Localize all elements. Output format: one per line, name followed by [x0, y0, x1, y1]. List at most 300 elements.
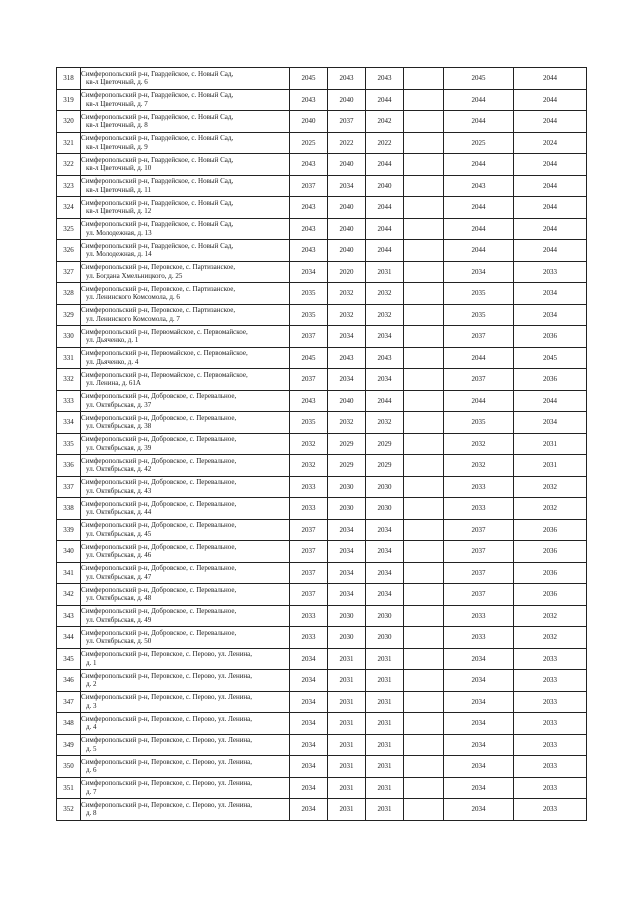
address-line-2: ул. Октябрьская, д. 46: [86, 551, 152, 560]
year-col-3: 2044: [366, 390, 404, 412]
address-cell: [81, 691, 290, 713]
year-col-4: 2033: [444, 498, 514, 520]
year-col-3: 2029: [366, 455, 404, 477]
year-col-1: 2034: [290, 799, 328, 821]
year-col-3: 2030: [366, 605, 404, 627]
table-row: [57, 777, 587, 799]
year-col-1: 2035: [290, 304, 328, 326]
address-line-2: кв-л Цветочный, д. 12: [86, 207, 152, 216]
address-cell: [81, 326, 290, 348]
year-col-4: 2037: [444, 519, 514, 541]
year-col-2: 2040: [328, 390, 366, 412]
empty-col: [404, 154, 444, 176]
year-col-4: 2037: [444, 562, 514, 584]
year-col-2: 2030: [328, 476, 366, 498]
address-line-2: кв-л Цветочный, д. 11: [86, 185, 152, 194]
year-col-1: 2037: [290, 175, 328, 197]
year-col-4: 2032: [444, 455, 514, 477]
year-col-5: 2044: [514, 240, 587, 262]
address-cell: [81, 476, 290, 498]
year-col-5: 2036: [514, 519, 587, 541]
year-col-1: 2034: [290, 670, 328, 692]
year-col-3: 2044: [366, 89, 404, 111]
row-number: 331: [57, 347, 81, 369]
empty-col: [404, 562, 444, 584]
year-col-2: 2040: [328, 154, 366, 176]
year-col-5: 2036: [514, 326, 587, 348]
year-col-5: 2033: [514, 670, 587, 692]
year-col-5: 2036: [514, 562, 587, 584]
address-line-1: Симферопольский р-н, Гвардейское, с. Новый Сад,: [81, 177, 234, 186]
year-col-2: 2031: [328, 670, 366, 692]
table-row: [57, 541, 587, 563]
address-cell: [81, 455, 290, 477]
address-line-1: Симферопольский р-н, Добровское, с. Перевальное,: [81, 521, 237, 530]
year-col-1: 2035: [290, 412, 328, 434]
address-line-1: Симферопольский р-н, Перовское, с. Перово, ул. Ленина,: [81, 650, 253, 659]
address-line-1: Симферопольский р-н, Перовское, с. Партизанское,: [81, 263, 236, 272]
address-line-1: Симферопольский р-н, Перовское, с. Перово, ул. Ленина,: [81, 671, 253, 680]
table-row: [57, 605, 587, 627]
address-line-2: ул. Ленинского Комсомола, д. 7: [86, 314, 180, 323]
year-col-3: 2031: [366, 713, 404, 735]
table-row: [57, 498, 587, 520]
address-cell: [81, 390, 290, 412]
year-col-5: 2036: [514, 369, 587, 391]
address-cell: [81, 304, 290, 326]
address-line-2: ул. Октябрьская, д. 44: [86, 508, 152, 517]
address-line-2: кв-л Цветочный, д. 8: [86, 121, 148, 130]
empty-col: [404, 261, 444, 283]
year-col-4: 2034: [444, 777, 514, 799]
row-number: 319: [57, 89, 81, 111]
year-col-4: 2044: [444, 111, 514, 133]
address-line-1: Симферопольский р-н, Добровское, с. Перевальное,: [81, 542, 237, 551]
year-col-4: 2037: [444, 369, 514, 391]
year-col-1: 2043: [290, 197, 328, 219]
address-line-1: Симферопольский р-н, Первомайское, с. Первомайское,: [81, 349, 248, 358]
address-cell: [81, 498, 290, 520]
address-line-1: Симферопольский р-н, Добровское, с. Перевальное,: [81, 499, 237, 508]
address-line-2: д. 2: [86, 680, 97, 689]
address-line-2: д. 5: [86, 744, 97, 753]
address-line-2: ул. Дьяченко, д. 4: [86, 357, 139, 366]
empty-col: [404, 519, 444, 541]
year-col-5: 2034: [514, 304, 587, 326]
table-row: [57, 627, 587, 649]
year-col-3: 2043: [366, 347, 404, 369]
address-cell: [81, 777, 290, 799]
year-col-2: 2031: [328, 648, 366, 670]
empty-col: [404, 197, 444, 219]
table-row: [57, 326, 587, 348]
year-col-4: 2034: [444, 261, 514, 283]
year-col-2: 2040: [328, 197, 366, 219]
year-col-5: 2044: [514, 197, 587, 219]
address-cell: [81, 197, 290, 219]
address-cell: [81, 670, 290, 692]
empty-col: [404, 734, 444, 756]
empty-col: [404, 476, 444, 498]
year-col-5: 2044: [514, 175, 587, 197]
table-row: [57, 519, 587, 541]
address-line-2: д. 6: [86, 766, 97, 775]
year-col-1: 2033: [290, 476, 328, 498]
year-col-2: 2034: [328, 369, 366, 391]
year-col-5: 2033: [514, 648, 587, 670]
row-number: 336: [57, 455, 81, 477]
year-col-2: 2022: [328, 132, 366, 154]
year-col-3: 2031: [366, 777, 404, 799]
address-cell: [81, 175, 290, 197]
row-number: 322: [57, 154, 81, 176]
empty-col: [404, 326, 444, 348]
address-line-2: ул. Октябрьская, д. 37: [86, 400, 152, 409]
year-col-1: 2037: [290, 562, 328, 584]
address-cell: [81, 627, 290, 649]
empty-col: [404, 111, 444, 133]
year-col-1: 2034: [290, 734, 328, 756]
empty-col: [404, 541, 444, 563]
address-line-2: ул. Октябрьская, д. 48: [86, 594, 152, 603]
address-line-1: Симферопольский р-н, Перовское, с. Перово, ул. Ленина,: [81, 693, 253, 702]
year-col-2: 2034: [328, 519, 366, 541]
year-col-2: 2037: [328, 111, 366, 133]
year-col-3: 2044: [366, 197, 404, 219]
year-col-3: 2032: [366, 412, 404, 434]
row-number: 329: [57, 304, 81, 326]
year-col-4: 2033: [444, 476, 514, 498]
year-col-3: 2034: [366, 584, 404, 606]
year-col-1: 2034: [290, 261, 328, 283]
year-col-4: 2044: [444, 347, 514, 369]
year-col-2: 2034: [328, 541, 366, 563]
year-col-5: 2033: [514, 799, 587, 821]
address-line-1: Симферопольский р-н, Перовское, с. Партизанское,: [81, 284, 236, 293]
year-col-4: 2044: [444, 240, 514, 262]
year-col-1: 2032: [290, 455, 328, 477]
year-col-5: 2032: [514, 498, 587, 520]
address-line-1: Симферопольский р-н, Перовское, с. Перово, ул. Ленина,: [81, 779, 253, 788]
year-col-4: 2033: [444, 627, 514, 649]
year-col-1: 2043: [290, 218, 328, 240]
table-row: [57, 455, 587, 477]
empty-col: [404, 691, 444, 713]
empty-col: [404, 670, 444, 692]
year-col-5: 2031: [514, 433, 587, 455]
year-col-2: 2031: [328, 713, 366, 735]
year-col-2: 2030: [328, 605, 366, 627]
year-col-4: 2044: [444, 218, 514, 240]
address-line-1: Симферопольский р-н, Перовское, с. Перово, ул. Ленина,: [81, 757, 253, 766]
address-cell: [81, 562, 290, 584]
table-row: [57, 68, 587, 90]
year-col-3: 2031: [366, 799, 404, 821]
table-row: [57, 562, 587, 584]
empty-col: [404, 799, 444, 821]
address-line-2: ул. Октябрьская, д. 38: [86, 422, 152, 431]
address-cell: [81, 240, 290, 262]
year-col-4: 2034: [444, 713, 514, 735]
year-col-3: 2030: [366, 627, 404, 649]
address-cell: [81, 154, 290, 176]
year-col-4: 2045: [444, 68, 514, 90]
row-number: 333: [57, 390, 81, 412]
year-col-4: 2044: [444, 197, 514, 219]
year-col-5: 2024: [514, 132, 587, 154]
address-line-2: ул. Дьяченко, д. 1: [86, 336, 139, 345]
table-row: [57, 197, 587, 219]
table-row: [57, 799, 587, 821]
row-number: 349: [57, 734, 81, 756]
year-col-5: 2036: [514, 584, 587, 606]
address-cell: [81, 412, 290, 434]
year-col-1: 2043: [290, 240, 328, 262]
table-body: [57, 68, 587, 821]
address-cell: [81, 132, 290, 154]
year-col-1: 2033: [290, 627, 328, 649]
table-row: [57, 347, 587, 369]
year-col-2: 2040: [328, 240, 366, 262]
year-col-3: 2032: [366, 304, 404, 326]
empty-col: [404, 498, 444, 520]
empty-col: [404, 455, 444, 477]
year-col-4: 2034: [444, 799, 514, 821]
row-number: 325: [57, 218, 81, 240]
year-col-1: 2037: [290, 541, 328, 563]
address-line-1: Симферопольский р-н, Гвардейское, с. Новый Сад,: [81, 112, 234, 121]
table-row: [57, 670, 587, 692]
year-col-4: 2034: [444, 691, 514, 713]
year-col-2: 2029: [328, 455, 366, 477]
year-col-2: 2031: [328, 734, 366, 756]
year-col-5: 2032: [514, 627, 587, 649]
address-line-2: кв-л Цветочный, д. 7: [86, 99, 148, 108]
address-line-2: ул. Октябрьская, д. 49: [86, 615, 152, 624]
address-line-1: Симферопольский р-н, Гвардейское, с. Новый Сад,: [81, 198, 234, 207]
address-line-2: ул. Октябрьская, д. 47: [86, 572, 152, 581]
year-col-3: 2040: [366, 175, 404, 197]
year-col-1: 2034: [290, 691, 328, 713]
table-row: [57, 304, 587, 326]
year-col-4: 2032: [444, 433, 514, 455]
year-col-4: 2034: [444, 734, 514, 756]
year-col-5: 2032: [514, 476, 587, 498]
row-number: 339: [57, 519, 81, 541]
address-cell: [81, 369, 290, 391]
address-line-1: Симферопольский р-н, Первомайское, с. Первомайское,: [81, 370, 248, 379]
address-line-1: Симферопольский р-н, Добровское, с. Перевальное,: [81, 628, 237, 637]
address-cell: [81, 734, 290, 756]
year-col-5: 2033: [514, 713, 587, 735]
year-col-4: 2035: [444, 412, 514, 434]
address-cell: [81, 111, 290, 133]
address-line-1: Симферопольский р-н, Перовское, с. Партизанское,: [81, 306, 236, 315]
address-cell: [81, 68, 290, 90]
year-col-1: 2037: [290, 519, 328, 541]
row-number: 347: [57, 691, 81, 713]
address-cell: [81, 519, 290, 541]
empty-col: [404, 347, 444, 369]
year-col-4: 2037: [444, 541, 514, 563]
table-row: [57, 713, 587, 735]
year-col-3: 2031: [366, 756, 404, 778]
address-cell: [81, 218, 290, 240]
address-line-1: Симферопольский р-н, Добровское, с. Перевальное,: [81, 392, 237, 401]
row-number: 318: [57, 68, 81, 90]
year-col-2: 2032: [328, 412, 366, 434]
empty-col: [404, 756, 444, 778]
year-col-3: 2031: [366, 691, 404, 713]
year-col-5: 2044: [514, 68, 587, 90]
row-number: 324: [57, 197, 81, 219]
year-col-2: 2043: [328, 68, 366, 90]
address-cell: [81, 605, 290, 627]
year-col-3: 2042: [366, 111, 404, 133]
table-row: [57, 369, 587, 391]
table-row: [57, 240, 587, 262]
year-col-1: 2037: [290, 369, 328, 391]
row-number: 341: [57, 562, 81, 584]
year-col-3: 2043: [366, 68, 404, 90]
empty-col: [404, 68, 444, 90]
year-col-1: 2034: [290, 713, 328, 735]
year-col-1: 2032: [290, 433, 328, 455]
year-col-5: 2032: [514, 605, 587, 627]
year-col-3: 2034: [366, 326, 404, 348]
address-cell: [81, 261, 290, 283]
year-col-1: 2037: [290, 326, 328, 348]
year-col-2: 2034: [328, 326, 366, 348]
address-line-1: Симферопольский р-н, Гвардейское, с. Новый Сад,: [81, 134, 234, 143]
address-line-1: Симферопольский р-н, Добровское, с. Перевальное,: [81, 435, 237, 444]
year-col-2: 2043: [328, 347, 366, 369]
year-col-5: 2044: [514, 89, 587, 111]
row-number: 350: [57, 756, 81, 778]
address-cell: [81, 756, 290, 778]
empty-col: [404, 627, 444, 649]
year-col-5: 2044: [514, 111, 587, 133]
year-col-2: 2030: [328, 498, 366, 520]
year-col-3: 2034: [366, 562, 404, 584]
row-number: 330: [57, 326, 81, 348]
row-number: 320: [57, 111, 81, 133]
empty-col: [404, 89, 444, 111]
year-col-2: 2031: [328, 777, 366, 799]
year-col-3: 2031: [366, 734, 404, 756]
address-line-1: Симферопольский р-н, Гвардейское, с. Новый Сад,: [81, 91, 234, 100]
year-col-2: 2031: [328, 756, 366, 778]
address-line-1: Симферопольский р-н, Добровское, с. Перевальное,: [81, 413, 237, 422]
row-number: 344: [57, 627, 81, 649]
address-line-2: д. 4: [86, 723, 97, 732]
empty-col: [404, 283, 444, 305]
year-col-3: 2034: [366, 541, 404, 563]
year-col-4: 2037: [444, 584, 514, 606]
year-col-1: 2043: [290, 154, 328, 176]
year-col-3: 2031: [366, 670, 404, 692]
year-col-2: 2040: [328, 89, 366, 111]
address-line-1: Симферопольский р-н, Добровское, с. Перевальное,: [81, 456, 237, 465]
address-line-2: ул. Октябрьская, д. 45: [86, 529, 152, 538]
row-number: 327: [57, 261, 81, 283]
row-number: 338: [57, 498, 81, 520]
year-col-5: 2033: [514, 756, 587, 778]
year-col-3: 2022: [366, 132, 404, 154]
row-number: 351: [57, 777, 81, 799]
year-col-2: 2032: [328, 304, 366, 326]
address-line-1: Симферопольский р-н, Перовское, с. Перово, ул. Ленина,: [81, 800, 253, 809]
year-col-4: 2025: [444, 132, 514, 154]
table-row: [57, 691, 587, 713]
table-row: [57, 175, 587, 197]
year-col-1: 2034: [290, 756, 328, 778]
year-col-4: 2037: [444, 326, 514, 348]
address-line-2: ул. Октябрьская, д. 39: [86, 443, 152, 452]
row-number: 345: [57, 648, 81, 670]
year-col-4: 2034: [444, 670, 514, 692]
row-number: 335: [57, 433, 81, 455]
year-col-5: 2033: [514, 691, 587, 713]
address-cell: [81, 283, 290, 305]
year-col-1: 2037: [290, 584, 328, 606]
year-col-4: 2043: [444, 175, 514, 197]
address-line-2: д. 1: [86, 658, 97, 667]
row-number: 346: [57, 670, 81, 692]
address-line-2: ул. Октябрьская, д. 42: [86, 465, 152, 474]
year-col-5: 2034: [514, 412, 587, 434]
address-line-1: Симферопольский р-н, Добровское, с. Перевальное,: [81, 585, 237, 594]
address-line-1: Симферопольский р-н, Гвардейское, с. Новый Сад,: [81, 69, 234, 78]
row-number: 343: [57, 605, 81, 627]
year-col-5: 2033: [514, 777, 587, 799]
address-line-1: Симферопольский р-н, Перовское, с. Перово, ул. Ленина,: [81, 714, 253, 723]
year-col-1: 2034: [290, 648, 328, 670]
address-line-2: д. 8: [86, 809, 97, 818]
address-line-2: ул. Ленина, д. 61А: [86, 379, 141, 388]
empty-col: [404, 369, 444, 391]
year-col-5: 2034: [514, 283, 587, 305]
table-row: [57, 412, 587, 434]
table-row: [57, 390, 587, 412]
year-col-4: 2044: [444, 154, 514, 176]
year-col-3: 2034: [366, 519, 404, 541]
address-line-1: Симферопольский р-н, Добровское, с. Перевальное,: [81, 607, 237, 616]
address-line-1: Симферопольский р-н, Перовское, с. Перово, ул. Ленина,: [81, 736, 253, 745]
empty-col: [404, 648, 444, 670]
address-cell: [81, 648, 290, 670]
address-line-2: кв-л Цветочный, д. 10: [86, 164, 152, 173]
year-col-5: 2031: [514, 455, 587, 477]
year-col-5: 2036: [514, 541, 587, 563]
address-line-2: ул. Октябрьская, д. 43: [86, 486, 152, 495]
year-col-1: 2045: [290, 68, 328, 90]
year-col-1: 2035: [290, 283, 328, 305]
address-cell: [81, 799, 290, 821]
year-col-2: 2040: [328, 218, 366, 240]
table-row: [57, 218, 587, 240]
table-row: [57, 476, 587, 498]
year-col-2: 2031: [328, 691, 366, 713]
empty-col: [404, 605, 444, 627]
row-number: 326: [57, 240, 81, 262]
table-row: [57, 584, 587, 606]
address-line-2: ул. Богдана Хмельницкого, д. 25: [86, 271, 183, 280]
address-line-2: ул. Молодежная, д. 14: [86, 250, 152, 259]
address-line-2: ул. Молодежная, д. 13: [86, 228, 152, 237]
year-col-1: 2043: [290, 89, 328, 111]
table-row: [57, 154, 587, 176]
